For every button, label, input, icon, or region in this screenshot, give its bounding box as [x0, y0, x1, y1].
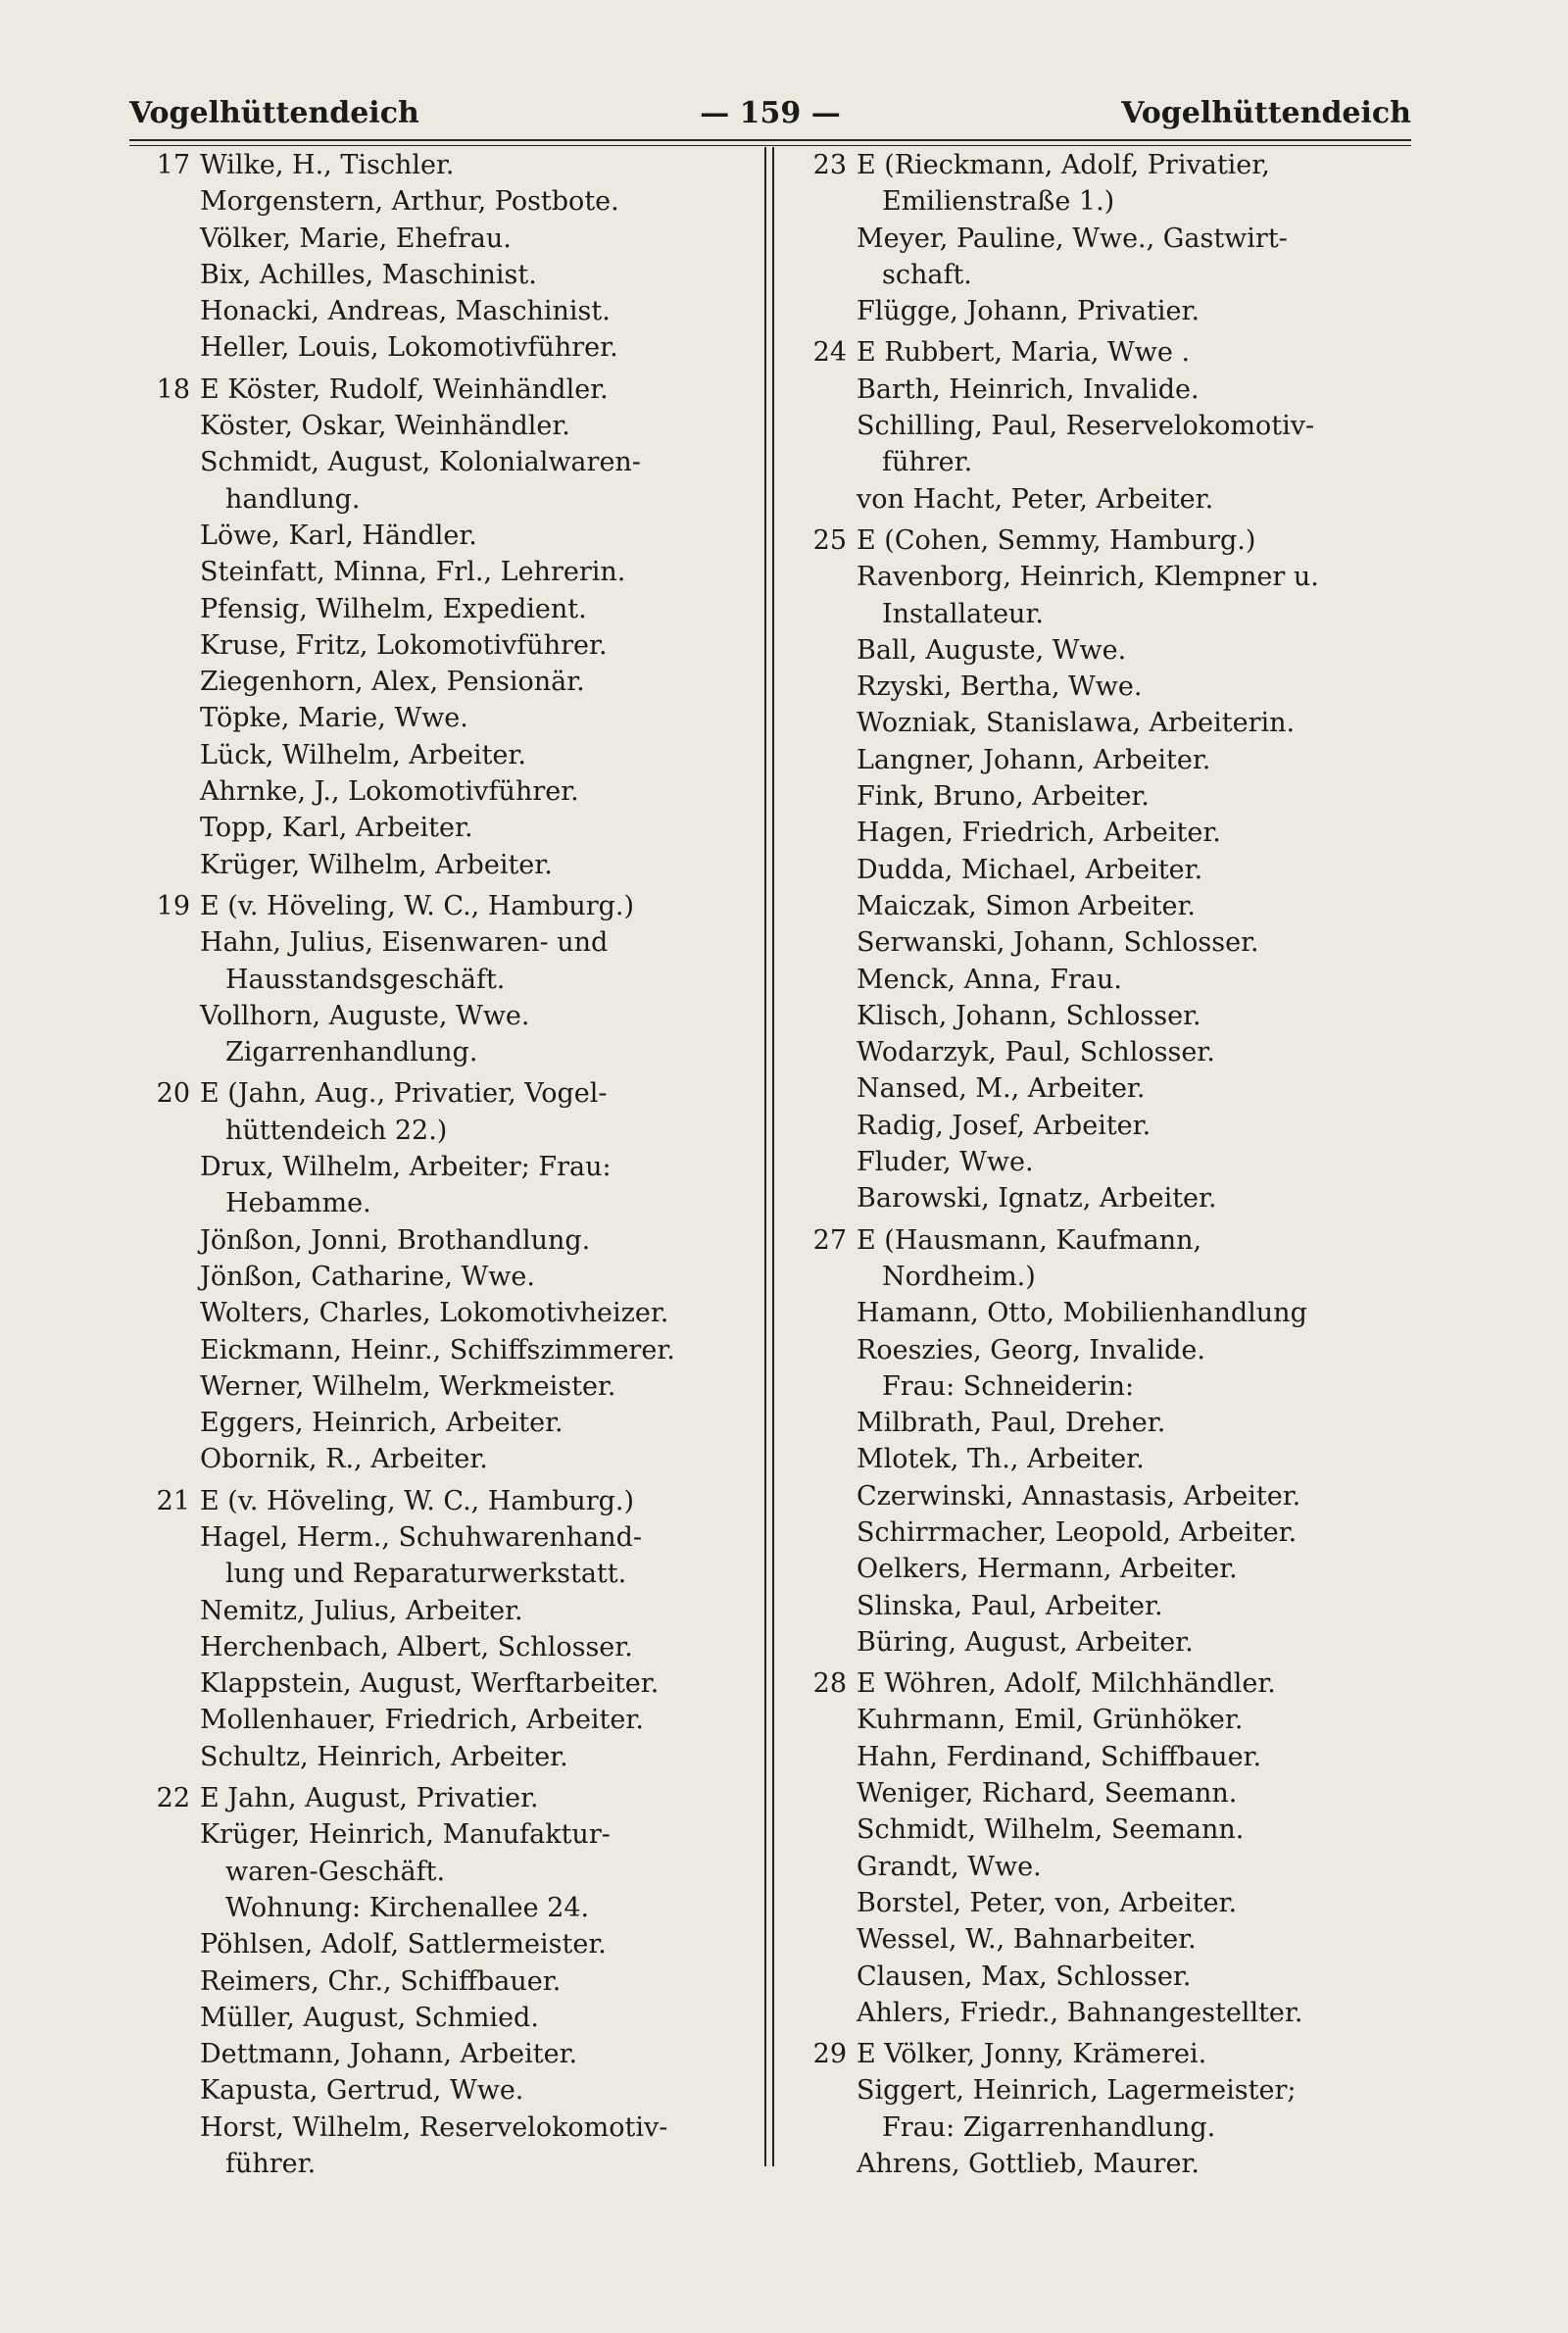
- house-number: 21: [156, 1485, 190, 1516]
- directory-line: [147, 221, 755, 257]
- directory-line: [804, 372, 1431, 408]
- directory-line: [804, 1514, 1431, 1551]
- directory-line: [804, 1812, 1431, 1848]
- resident-entry: Fluder, Wwe.: [857, 1147, 1034, 1178]
- directory-line: [804, 1624, 1431, 1661]
- directory-line: [804, 183, 1431, 220]
- resident-entry: Menck, Anna, Frau.: [857, 964, 1122, 995]
- house-number: 23: [812, 150, 847, 180]
- directory-line: [147, 481, 755, 518]
- directory-line: [147, 1483, 755, 1519]
- resident-entry: Obornik, R., Arbeiter.: [200, 1444, 488, 1475]
- directory-line: [147, 2146, 755, 2182]
- resident-entry: Wilke, H., Tischler.: [200, 150, 455, 180]
- directory-line: [147, 1593, 755, 1629]
- column-divider-left: [764, 147, 766, 2166]
- directory-line: [804, 1405, 1431, 1441]
- directory-line: [147, 257, 755, 293]
- resident-entry: Pöhlsen, Adolf, Sattlermeister.: [200, 1929, 607, 1961]
- directory-line: [147, 408, 755, 444]
- directory-line: [804, 1295, 1431, 1331]
- header-rule-thick: [129, 139, 1411, 141]
- directory-line: [147, 293, 755, 329]
- directory-line: [804, 888, 1431, 924]
- resident-entry: Bix, Achilles, Maschinist.: [200, 259, 537, 290]
- directory-line: [147, 372, 755, 408]
- resident-entry: Völker, Marie, Ehefrau.: [200, 223, 512, 254]
- directory-line: [804, 1588, 1431, 1624]
- resident-entry: Hagel, Herm., Schuhwarenhand-: [200, 1521, 643, 1553]
- resident-entry: Honacki, Andreas, Maschinist.: [200, 296, 611, 327]
- resident-entry: Topp, Karl, Arbeiter.: [200, 813, 473, 844]
- resident-entry: Nemitz, Julius, Arbeiter.: [200, 1595, 523, 1626]
- resident-entry: Ravenborg, Heinrich, Klempner u.: [857, 562, 1319, 593]
- directory-line: [804, 481, 1431, 518]
- directory-line: [147, 1702, 755, 1738]
- house-number: 19: [156, 890, 190, 921]
- resident-entry: handlung.: [225, 483, 361, 515]
- resident-entry: Wohnung: Kirchenallee 24.: [225, 1892, 590, 1923]
- directory-line: [804, 1739, 1431, 1775]
- directory-line: [804, 1259, 1431, 1295]
- directory-line: [804, 257, 1431, 293]
- resident-entry: Wodarzyk, Paul, Schlosser.: [857, 1037, 1215, 1068]
- directory-line: [147, 962, 755, 998]
- directory-line: [804, 1368, 1431, 1405]
- resident-entry: Czerwinski, Annastasis, Arbeiter.: [857, 1480, 1301, 1512]
- directory-line: [147, 1295, 755, 1331]
- resident-entry: Maiczak, Simon Arbeiter.: [857, 890, 1196, 921]
- resident-entry: Werner, Wilhelm, Werkmeister.: [200, 1370, 616, 1402]
- resident-entry: führer.: [225, 2149, 317, 2180]
- directory-line: [804, 559, 1431, 595]
- resident-entry: Hebamme.: [225, 1188, 371, 1219]
- house-number: 24: [812, 337, 847, 369]
- directory-line: [147, 998, 755, 1034]
- resident-entry: Schmidt, Wilhelm, Seemann.: [857, 1814, 1245, 1846]
- directory-line: [147, 773, 755, 810]
- resident-entry: Milbrath, Paul, Dreher.: [857, 1408, 1166, 1439]
- house-number: 22: [156, 1783, 190, 1814]
- resident-entry: Mollenhauer, Friedrich, Arbeiter.: [200, 1705, 644, 1736]
- resident-entry: Klisch, Johann, Schlosser.: [857, 1000, 1201, 1031]
- directory-line: [804, 221, 1431, 257]
- directory-line: [147, 1259, 755, 1295]
- directory-line: [804, 1665, 1431, 1702]
- directory-line: [804, 596, 1431, 632]
- directory-line: [804, 1551, 1431, 1587]
- resident-entry: Weniger, Richard, Seemann.: [857, 1778, 1238, 1810]
- resident-entry: Pfensig, Wilhelm, Expedient.: [200, 593, 587, 624]
- directory-line: [804, 962, 1431, 998]
- directory-line: [804, 1144, 1431, 1180]
- resident-entry: Wozniak, Stanislawa, Arbeiterin.: [857, 708, 1296, 739]
- resident-entry: Hahn, Ferdinand, Schiffbauer.: [857, 1741, 1262, 1772]
- resident-entry: lung und Reparaturwerkstatt.: [225, 1559, 627, 1590]
- resident-entry: Hausstandsgeschäft.: [225, 964, 506, 995]
- directory-line: [804, 1921, 1431, 1958]
- resident-entry: Hamann, Otto, Mobilienhandlung: [857, 1298, 1307, 1329]
- resident-entry: E (Hausmann, Kaufmann,: [857, 1224, 1202, 1256]
- resident-entry: Jönßon, Jonni, Brothandlung.: [200, 1224, 591, 1256]
- resident-entry: Ball, Auguste, Wwe.: [857, 634, 1127, 666]
- resident-entry: Morgenstern, Arthur, Postbote.: [200, 186, 619, 218]
- resident-entry: Reimers, Chr., Schiffbauer.: [200, 1965, 562, 1997]
- header-page-number: — 159 —: [700, 96, 841, 130]
- resident-entry: Köster, Oskar, Weinhändler.: [200, 411, 570, 442]
- resident-entry: E Rubbert, Maria, Wwe .: [857, 337, 1191, 369]
- directory-line: [147, 591, 755, 627]
- resident-entry: Emilienstraße 1.): [882, 186, 1115, 218]
- header-left-street: Vogelhüttendeich: [129, 96, 419, 130]
- resident-entry: Frau: Schneiderin:: [882, 1370, 1135, 1402]
- directory-line: [804, 924, 1431, 961]
- directory-line: [804, 2146, 1431, 2182]
- directory-line: [804, 1959, 1431, 1995]
- resident-entry: Klappstein, August, Werftarbeiter.: [200, 1668, 660, 1700]
- directory-line: [147, 147, 755, 183]
- resident-entry: Dettmann, Johann, Arbeiter.: [200, 2039, 578, 2070]
- directory-line: [147, 700, 755, 736]
- resident-entry: Serwanski, Johann, Schlosser.: [857, 927, 1259, 959]
- resident-entry: Horst, Wilhelm, Reservelokomotiv-: [200, 2111, 668, 2143]
- resident-entry: Kuhrmann, Emil, Grünhöker.: [857, 1705, 1244, 1736]
- directory-line: [147, 1113, 755, 1149]
- resident-entry: E (v. Höveling, W. C., Hamburg.): [200, 1485, 635, 1516]
- directory-line: [147, 810, 755, 846]
- resident-entry: E (Cohen, Semmy, Hamburg.): [857, 524, 1256, 556]
- directory-line: [804, 669, 1431, 705]
- directory-line: [147, 1890, 755, 1926]
- resident-entry: Radig, Josef, Arbeiter.: [857, 1110, 1152, 1141]
- directory-line: [804, 1995, 1431, 2031]
- resident-entry: Meyer, Pauline, Wwe., Gastwirt-: [857, 223, 1288, 254]
- directory-line: [147, 444, 755, 480]
- house-number: 20: [156, 1078, 190, 1110]
- resident-entry: Lück, Wilhelm, Arbeiter.: [200, 739, 526, 770]
- directory-line: [804, 1108, 1431, 1144]
- resident-entry: schaft.: [882, 259, 972, 290]
- directory-line: [804, 1702, 1431, 1738]
- directory-line: [804, 1180, 1431, 1216]
- resident-entry: Ahrnke, J., Lokomotivführer.: [200, 776, 579, 808]
- resident-entry: Dudda, Michael, Arbeiter.: [857, 854, 1203, 885]
- house-number: 18: [156, 373, 190, 405]
- directory-line: [147, 1149, 755, 1185]
- directory-line: [147, 1739, 755, 1775]
- resident-entry: Eickmann, Heinr., Schiffszimmerer.: [200, 1334, 675, 1365]
- resident-entry: Barth, Heinrich, Invalide.: [857, 373, 1200, 405]
- resident-entry: Frau: Zigarrenhandlung.: [882, 2111, 1216, 2143]
- resident-entry: Ziegenhorn, Alex, Pensionär.: [200, 667, 585, 698]
- resident-entry: Mlotek, Th., Arbeiter.: [857, 1444, 1145, 1475]
- directory-line: [147, 1034, 755, 1070]
- resident-entry: Wolters, Charles, Lokomotivheizer.: [200, 1298, 669, 1329]
- resident-entry: E Wöhren, Adolf, Milchhändler.: [857, 1668, 1276, 1700]
- directory-line: [147, 1185, 755, 1221]
- directory-line: [804, 444, 1431, 480]
- resident-entry: Oelkers, Hermann, Arbeiter.: [857, 1554, 1238, 1585]
- resident-entry: Grandt, Wwe.: [857, 1851, 1042, 1882]
- resident-entry: E (v. Höveling, W. C., Hamburg.): [200, 890, 635, 921]
- house-number: 25: [812, 524, 847, 556]
- directory-line: [147, 1405, 755, 1441]
- directory-line: [147, 627, 755, 664]
- resident-entry: waren-Geschäft.: [225, 1856, 446, 1887]
- directory-line: [804, 2072, 1431, 2109]
- resident-entry: E Köster, Rudolf, Weinhändler.: [200, 373, 609, 405]
- directory-line: [147, 1368, 755, 1405]
- resident-entry: Jönßon, Catharine, Wwe.: [200, 1261, 535, 1292]
- directory-line: [147, 1519, 755, 1556]
- resident-entry: Ahlers, Friedr., Bahnangestellter.: [857, 1997, 1303, 2028]
- house-number: 28: [812, 1668, 847, 1700]
- directory-line: [804, 1775, 1431, 1812]
- directory-line: [147, 518, 755, 554]
- resident-entry: Kapusta, Gertrud, Wwe.: [200, 2075, 524, 2107]
- resident-entry: Steinfatt, Minna, Frl., Lehrerin.: [200, 557, 626, 588]
- resident-entry: Langner, Johann, Arbeiter.: [857, 744, 1211, 775]
- directory-line: [147, 1854, 755, 1890]
- directory-line: [147, 1665, 755, 1702]
- directory-line: [804, 852, 1431, 888]
- resident-entry: von Hacht, Peter, Arbeiter.: [857, 483, 1214, 515]
- resident-entry: Hahn, Julius, Eisenwaren- und: [200, 927, 609, 959]
- resident-entry: Fink, Bruno, Arbeiter.: [857, 781, 1150, 813]
- resident-entry: Müller, August, Schmied.: [200, 2002, 539, 2033]
- directory-line: [147, 1332, 755, 1368]
- directory-line: [147, 1075, 755, 1112]
- directory-line: [804, 2036, 1431, 2072]
- directory-line: [804, 1478, 1431, 1514]
- resident-entry: E (Jahn, Aug., Privatier, Vogel-: [200, 1078, 608, 1110]
- resident-entry: Heller, Louis, Lokomotivführer.: [200, 332, 618, 364]
- directory-line: [147, 847, 755, 883]
- directory-line: [804, 1070, 1431, 1107]
- resident-entry: Roeszies, Georg, Invalide.: [857, 1334, 1205, 1365]
- directory-line: [804, 742, 1431, 778]
- resident-entry: Rzyski, Bertha, Wwe.: [857, 671, 1143, 703]
- resident-entry: Krüger, Heinrich, Manufaktur-: [200, 1819, 611, 1851]
- column-divider-right: [772, 147, 774, 2166]
- resident-entry: Zigarrenhandlung.: [225, 1037, 478, 1068]
- house-number: 29: [812, 2039, 847, 2070]
- directory-line: [147, 2110, 755, 2146]
- directory-line: [147, 1926, 755, 1962]
- right-column: [804, 147, 1431, 2182]
- resident-entry: Nordheim.): [882, 1261, 1036, 1292]
- resident-entry: Herchenbach, Albert, Schlosser.: [200, 1631, 633, 1663]
- resident-entry: Nansed, M., Arbeiter.: [857, 1073, 1146, 1105]
- directory-line: [804, 778, 1431, 815]
- directory-line: [804, 1332, 1431, 1368]
- directory-line: [147, 1629, 755, 1665]
- resident-entry: Töpke, Marie, Wwe.: [200, 703, 468, 734]
- resident-entry: Vollhorn, Auguste, Wwe.: [200, 1000, 530, 1031]
- resident-entry: Schultz, Heinrich, Arbeiter.: [200, 1741, 568, 1772]
- resident-entry: E (Rieckmann, Adolf, Privatier,: [857, 150, 1270, 180]
- header-right-street: Vogelhüttendeich: [1121, 96, 1411, 130]
- directory-line: [147, 888, 755, 924]
- resident-entry: Schilling, Paul, Reservelokomotiv-: [857, 411, 1315, 442]
- resident-entry: Büring, August, Arbeiter.: [857, 1626, 1194, 1658]
- resident-entry: E Jahn, August, Privatier.: [200, 1783, 539, 1814]
- directory-line: [147, 1780, 755, 1816]
- directory-line: [804, 1441, 1431, 1477]
- resident-entry: Installateur.: [882, 598, 1044, 629]
- resident-entry: Kruse, Fritz, Lokomotivführer.: [200, 629, 608, 661]
- directory-line: [147, 554, 755, 590]
- directory-line: [804, 147, 1431, 183]
- resident-entry: Clausen, Max, Schlosser.: [857, 1961, 1192, 1992]
- resident-entry: Siggert, Heinrich, Lagermeister;: [857, 2075, 1297, 2107]
- resident-entry: Löwe, Karl, Händler.: [200, 520, 477, 551]
- directory-line: [804, 522, 1431, 559]
- directory-line: [804, 815, 1431, 851]
- directory-line: [804, 1849, 1431, 1885]
- directory-line: [147, 1816, 755, 1853]
- directory-line: [804, 632, 1431, 669]
- directory-line: [804, 1222, 1431, 1259]
- directory-line: [147, 924, 755, 961]
- resident-entry: Schmidt, August, Kolonialwaren-: [200, 447, 641, 478]
- resident-entry: Slinska, Paul, Arbeiter.: [857, 1590, 1163, 1621]
- house-number: 27: [812, 1224, 847, 1256]
- directory-line: [147, 2072, 755, 2109]
- directory-line: [147, 737, 755, 773]
- directory-line: [804, 998, 1431, 1034]
- left-column: [147, 147, 755, 2182]
- resident-entry: Schirrmacher, Leopold, Arbeiter.: [857, 1516, 1298, 1548]
- directory-line: [147, 2000, 755, 2036]
- directory-line: [147, 329, 755, 366]
- directory-line: [147, 2036, 755, 2072]
- page-header: [129, 96, 1411, 135]
- directory-line: [804, 1885, 1431, 1921]
- resident-entry: E Völker, Jonny, Krämerei.: [857, 2039, 1207, 2070]
- resident-entry: Wessel, W., Bahnarbeiter.: [857, 1924, 1197, 1956]
- directory-line: [147, 1963, 755, 2000]
- resident-entry: Ahrens, Gottlieb, Maurer.: [857, 2149, 1200, 2180]
- house-number: 17: [156, 150, 190, 180]
- directory-line: [804, 705, 1431, 741]
- directory-line: [804, 293, 1431, 329]
- resident-entry: Krüger, Wilhelm, Arbeiter.: [200, 849, 553, 880]
- directory-line: [804, 408, 1431, 444]
- resident-entry: Borstel, Peter, von, Arbeiter.: [857, 1887, 1238, 1918]
- directory-line: [147, 664, 755, 700]
- resident-entry: Hagen, Friedrich, Arbeiter.: [857, 818, 1221, 849]
- directory-line: [804, 2110, 1431, 2146]
- directory-line: [147, 1441, 755, 1477]
- resident-entry: Barowski, Ignatz, Arbeiter.: [857, 1183, 1217, 1215]
- resident-entry: Drux, Wilhelm, Arbeiter; Frau:: [200, 1152, 612, 1183]
- directory-line: [147, 1222, 755, 1259]
- directory-line: [147, 183, 755, 220]
- directory-line: [804, 334, 1431, 371]
- resident-entry: führer.: [882, 447, 973, 478]
- directory-line: [147, 1556, 755, 1592]
- resident-entry: Flügge, Johann, Privatier.: [857, 296, 1200, 327]
- resident-entry: Eggers, Heinrich, Arbeiter.: [200, 1408, 564, 1439]
- header-rule-thin: [129, 145, 1411, 146]
- resident-entry: hüttendeich 22.): [225, 1115, 448, 1146]
- directory-line: [804, 1034, 1431, 1070]
